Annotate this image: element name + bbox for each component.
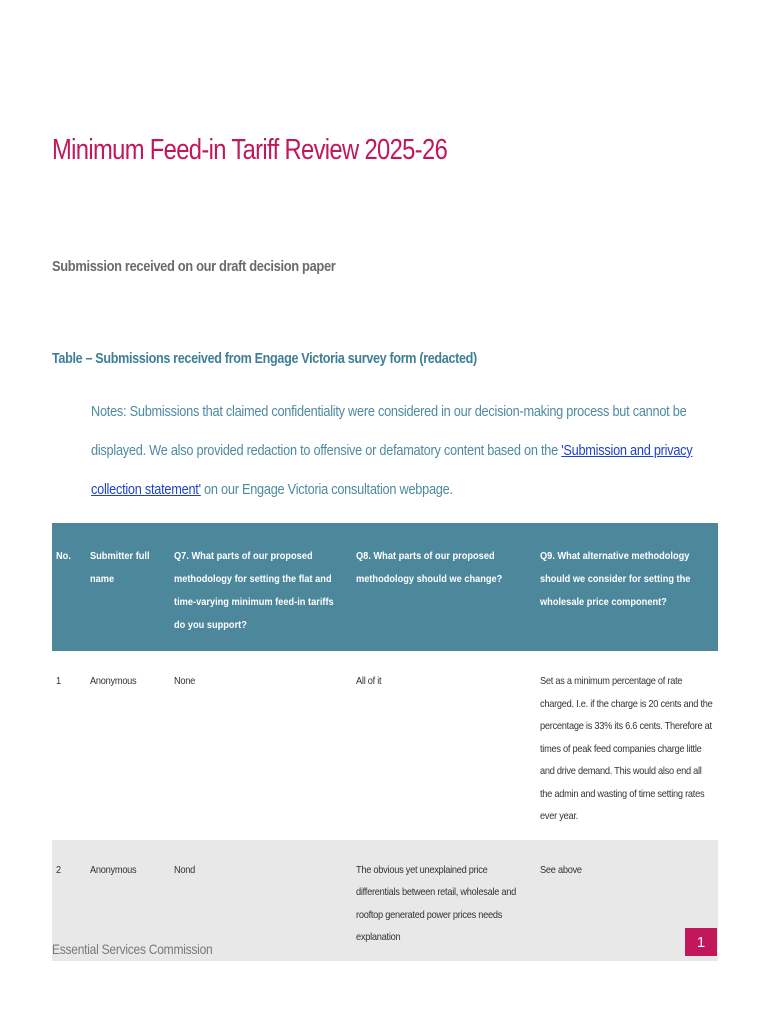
cell-q8-text: The obvious yet unexplained price differentials between retail, wholesale and rooftop generated power prices needs explanation <box>356 863 517 943</box>
cell-no-text: 2 <box>56 863 61 876</box>
cell-no-text: 1 <box>56 675 61 687</box>
footer-organisation: Essential Services Commission <box>52 941 213 957</box>
header-q8 <box>352 523 536 651</box>
cell-q8 <box>352 651 536 840</box>
submissions-table <box>52 523 718 961</box>
cell-q8 <box>352 840 536 961</box>
cell-name-text: Anonymous <box>90 675 137 687</box>
notes-text-before: Notes: Submissions that claimed confidentiality were considered in our decision-making process but cannot be displayed. We also provided redaction to offensive or defamatory content based on the <box>91 403 687 459</box>
cell-name-text: Anonymous <box>90 863 137 876</box>
cell-q7 <box>170 651 352 840</box>
document-title: Minimum Feed-in Tariff Review 2025-26 <box>52 134 448 166</box>
header-q9-text: Q9. What alternative methodology should we consider for setting the wholesale price component? <box>540 550 691 608</box>
cell-q9-text: See above <box>540 863 582 876</box>
header-no <box>52 523 86 651</box>
notes-paragraph <box>91 392 712 509</box>
header-q8-text: Q8. What parts of our proposed methodology should we change? <box>356 550 503 585</box>
cell-q8-text: All of it <box>356 675 382 687</box>
header-q7 <box>170 523 352 651</box>
cell-q9 <box>536 651 718 840</box>
cell-no <box>52 651 86 840</box>
cell-q7-text: None <box>174 675 196 687</box>
page-number-badge <box>685 928 717 956</box>
header-submitter-text: Submitter full name <box>90 550 150 585</box>
table-header-row <box>52 523 718 651</box>
privacy-statement-link[interactable]: 'Submission and privacy collection statement' <box>91 442 693 498</box>
document-subtitle: Submission received on our draft decision paper <box>52 258 336 275</box>
header-q7-text: Q7. What parts of our proposed methodology for setting the flat and time-varying minimum feed-in tariffs do you support? <box>174 550 334 631</box>
page-number-text: 1 <box>696 933 706 951</box>
table-row <box>52 651 718 840</box>
cell-q7-text: Nond <box>174 863 196 876</box>
table-caption: Table – Submissions received from Engage Victoria survey form (redacted) <box>52 350 477 367</box>
notes-text-after: on our Engage Victoria consultation webpage. <box>200 481 453 498</box>
cell-name <box>86 651 170 840</box>
header-q9 <box>536 523 718 651</box>
cell-q9-text: Set as a minimum percentage of rate charged. I.e. if the charge is 20 cents and the percentage is 33% its 6.6 cents. Therefore at times of peak feed companies charge little and drive demand. This would also end all the admin and wasting of time setting rates ever year. <box>540 675 713 822</box>
header-submitter <box>86 523 170 651</box>
header-no-text: No. <box>56 550 71 562</box>
